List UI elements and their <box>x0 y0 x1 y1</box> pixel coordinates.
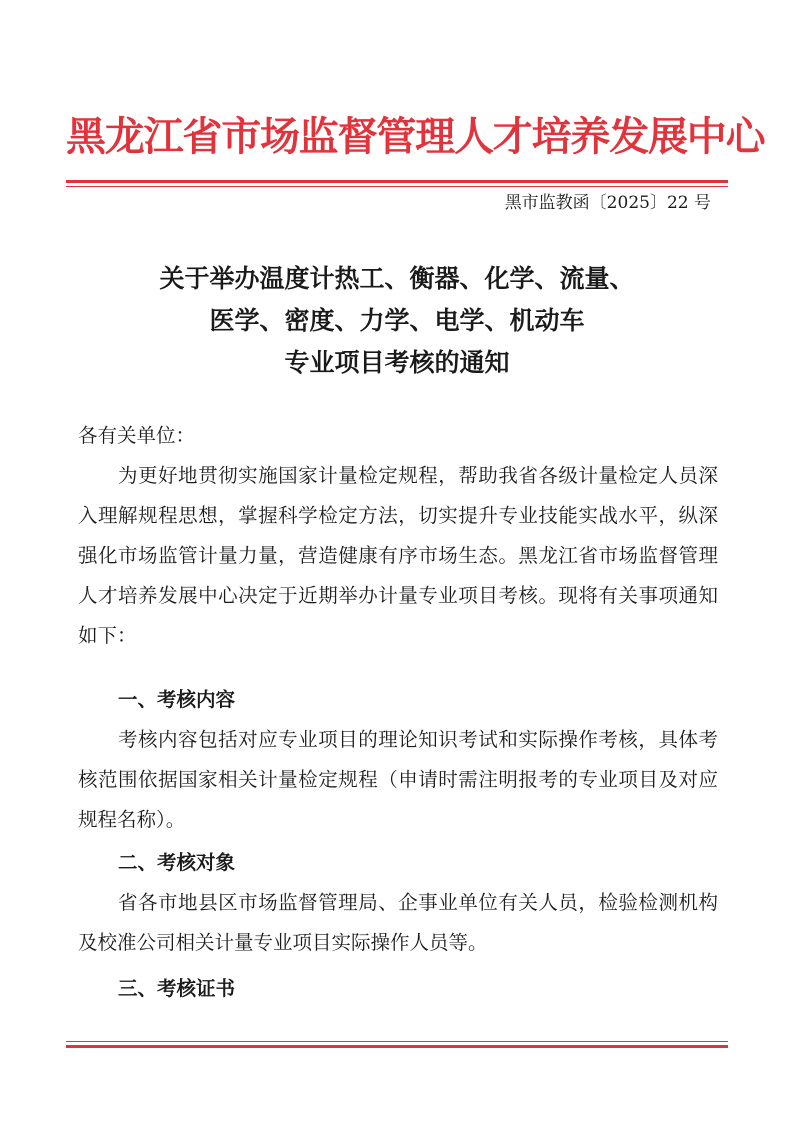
section-heading-target: 二、考核对象 <box>118 851 236 874</box>
footer-divider-thin <box>66 1041 728 1042</box>
document-number: 黑市监教函〔2025〕22 号 <box>504 193 711 213</box>
organization-header: 黑龙江省市场监督管理人才培养发展中心 <box>66 113 765 160</box>
footer-divider-thick <box>66 1045 728 1048</box>
section-text-content: 考核内容包括对应专业项目的理论知识考试和实际操作考核，具体考核范围依据国家相关计量检定规程（申请时需注明报考的专业项目及对应规程名称）。 <box>78 728 718 831</box>
header-divider-thick <box>66 180 728 183</box>
header-divider-thin <box>66 186 728 187</box>
title-line-3: 专业项目考核的通知 <box>284 348 510 377</box>
document-title <box>60 258 734 384</box>
section-text-target: 省各市地县区市场监督管理局、企事业单位有关人员，检验检测机构及校准公司相关计量专业项目实际操作人员等。 <box>78 891 718 954</box>
title-line-1: 关于举办温度计热工、衡器、化学、流量、 <box>159 264 635 293</box>
salutation: 各有关单位： <box>78 424 196 447</box>
intro-paragraph: 为更好地贯彻实施国家计量检定规程，帮助我省各级计量检定人员深入理解规程思想，掌握科学检定方法，切实提升专业技能实战水平，纵深强化市场监管计量力量，营造健康有序市场生态。黑龙江省市场监督管理人才培养发展中心决定于近期举办计量专业项目考核。现将有关事项通知如下： <box>78 464 718 647</box>
title-line-2: 医学、密度、力学、电学、机动车 <box>209 306 585 335</box>
section-heading-certificate: 三、考核证书 <box>118 977 236 1000</box>
section-heading-content: 一、考核内容 <box>118 688 236 711</box>
